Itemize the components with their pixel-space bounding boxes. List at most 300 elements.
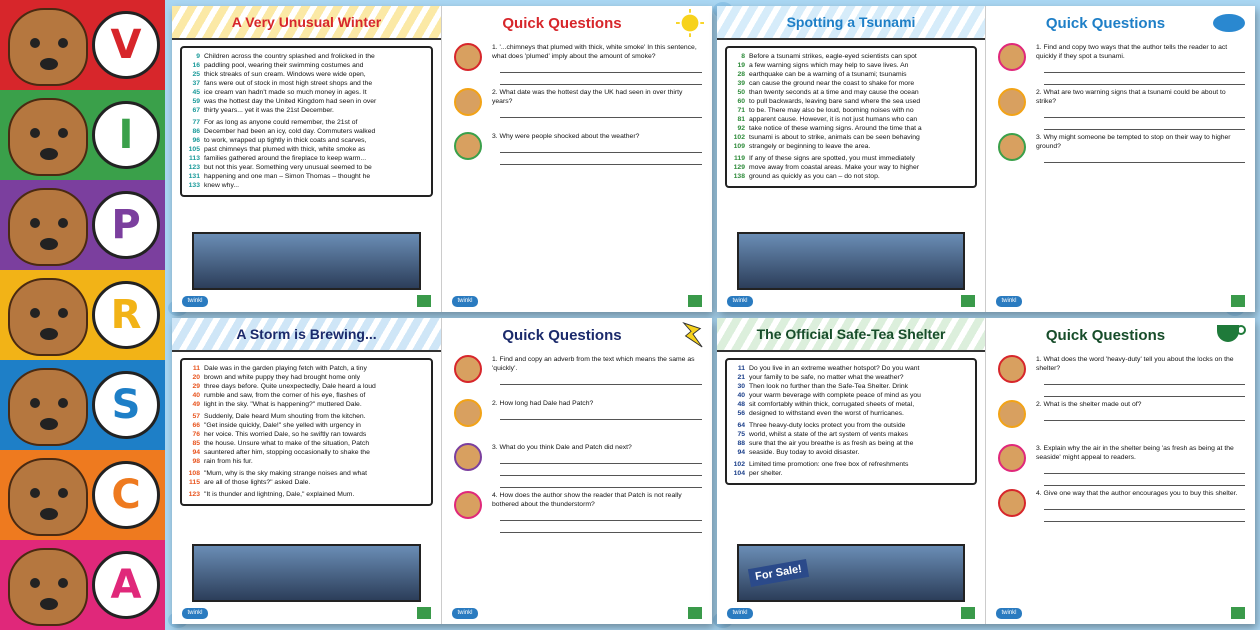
text-line bbox=[729, 382, 969, 391]
twinkl-logo: twinkl bbox=[452, 608, 478, 619]
line-text: take notice of these warning signs. Around the time that a bbox=[749, 125, 922, 132]
answer-line[interactable] bbox=[500, 408, 702, 420]
teacup-icon bbox=[1215, 321, 1247, 348]
dog-avatar bbox=[454, 399, 482, 427]
story-text-box bbox=[725, 358, 977, 485]
text-page bbox=[717, 318, 986, 624]
line-number: 30 bbox=[737, 383, 745, 390]
line-number: 109 bbox=[733, 143, 745, 150]
answer-line[interactable] bbox=[1044, 385, 1245, 397]
text-line bbox=[729, 106, 969, 115]
answer-line[interactable] bbox=[500, 73, 702, 85]
paragraph bbox=[184, 469, 425, 487]
twinkl-logo: twinkl bbox=[996, 296, 1022, 307]
line-text: Suddenly, Dale heard Mum shouting from the kitchen. bbox=[204, 413, 366, 420]
dog-avatar bbox=[998, 444, 1026, 472]
question-text: 2. What is the shelter made out of? bbox=[1036, 401, 1142, 408]
line-number: 40 bbox=[737, 392, 745, 399]
line-text: Before a tsunami strikes, eagle-eyed scientists can spot bbox=[749, 53, 917, 60]
question bbox=[986, 352, 1255, 397]
answer-line[interactable] bbox=[500, 476, 702, 488]
answer-line[interactable] bbox=[500, 464, 702, 476]
line-number: 60 bbox=[737, 98, 745, 105]
line-text: designed to withstand even the worst of hurricanes. bbox=[749, 410, 904, 417]
twinkl-logo: twinkl bbox=[727, 608, 753, 619]
text-line bbox=[729, 391, 969, 400]
text-line bbox=[184, 136, 425, 145]
worksheet-spread[interactable] bbox=[717, 6, 1255, 312]
line-text: per shelter. bbox=[749, 470, 783, 477]
text-line bbox=[729, 421, 969, 430]
question bbox=[442, 40, 712, 85]
question-text: 4. How does the author show the reader that Patch is not really bothered about the thunderstorm? bbox=[492, 492, 682, 508]
badge-icon bbox=[417, 295, 431, 307]
text-line bbox=[729, 400, 969, 409]
line-text: your warm beverage with complete peace of mind as you bbox=[749, 392, 921, 399]
line-number: 98 bbox=[192, 458, 200, 465]
line-text: families gathered around the fireplace to keep warm... bbox=[204, 155, 367, 162]
questions-page bbox=[986, 318, 1255, 624]
line-text: Dale was in the garden playing fetch with Patch, a tiny bbox=[204, 365, 367, 372]
question bbox=[442, 85, 712, 129]
text-line bbox=[184, 457, 425, 466]
line-text: ground as quickly as you can – do not stop. bbox=[749, 173, 880, 180]
story-text-box bbox=[180, 46, 433, 197]
question bbox=[986, 441, 1255, 486]
line-number: 66 bbox=[192, 422, 200, 429]
line-number: 20 bbox=[192, 374, 200, 381]
question-text: 2. What date was the hottest day the UK had seen in over thirty years? bbox=[492, 89, 683, 105]
for-sale-sign: For Sale! bbox=[748, 559, 809, 587]
line-number: 57 bbox=[192, 413, 200, 420]
line-text: her voice. This worried Dale, so he swiftly ran towards bbox=[204, 431, 367, 438]
line-number: 11 bbox=[737, 365, 745, 372]
worksheet-spread[interactable] bbox=[172, 6, 712, 312]
line-number: 59 bbox=[192, 98, 200, 105]
line-text: Limited time promotion: one free box of refreshments bbox=[749, 461, 909, 468]
line-text: the house. Unsure what to make of the situation, Patch bbox=[204, 440, 370, 447]
question-text: 3. Explain why the air in the shelter being 'as fresh as being at the seaside' might appeal to readers. bbox=[1036, 445, 1234, 461]
line-number: 123 bbox=[188, 164, 200, 171]
line-text: but not this year. Something very unusual seemed to be bbox=[204, 164, 372, 171]
question bbox=[442, 440, 712, 488]
line-number: 50 bbox=[737, 89, 745, 96]
twinkl-logo: twinkl bbox=[996, 608, 1022, 619]
line-number: 28 bbox=[737, 71, 745, 78]
answer-line[interactable] bbox=[1044, 462, 1245, 474]
cloud-icon bbox=[1211, 9, 1247, 38]
text-line bbox=[184, 118, 425, 127]
text-line bbox=[729, 88, 969, 97]
question-text: 3. Why might someone be tempted to stop on their way to higher ground? bbox=[1036, 134, 1231, 150]
text-line bbox=[184, 127, 425, 136]
line-text: ice cream van hadn't made so much money in ages. It bbox=[204, 89, 367, 96]
line-number: 81 bbox=[737, 116, 745, 123]
question bbox=[442, 352, 712, 396]
question bbox=[442, 396, 712, 440]
line-text: was the hottest day the United Kingdom had seen in over bbox=[204, 98, 377, 105]
line-text: three days before. Quite unexpectedly, Dale heard a loud bbox=[204, 383, 376, 390]
vipers-letter: A bbox=[92, 551, 160, 619]
story-text-box bbox=[725, 46, 977, 188]
line-number: 94 bbox=[192, 449, 200, 456]
question bbox=[986, 85, 1255, 130]
text-line bbox=[184, 448, 425, 457]
line-text: tsunami is about to strike, animals can be seen behaving bbox=[749, 134, 920, 141]
line-text: knew why... bbox=[204, 182, 240, 189]
question-text: 1. Find and copy an adverb from the text which means the same as 'quickly'. bbox=[492, 356, 695, 372]
text-line bbox=[729, 172, 969, 181]
line-text: rain from his fur. bbox=[204, 458, 253, 465]
question bbox=[986, 130, 1255, 174]
line-text: a few warning signs which may help to save lives. An bbox=[749, 62, 909, 69]
worksheet-title: A Storm is Brewing... bbox=[172, 318, 441, 352]
line-number: 71 bbox=[737, 107, 745, 114]
line-text: earthquake can be a warning of a tsunami; tsunamis bbox=[749, 71, 907, 78]
line-number: 131 bbox=[188, 173, 200, 180]
question-text: 4. Give one way that the author encourages you to buy this shelter. bbox=[1036, 490, 1238, 497]
dog-avatar bbox=[998, 489, 1026, 517]
dog-avatar bbox=[998, 43, 1026, 71]
worksheet-title: The Official Safe-Tea Shelter bbox=[717, 318, 985, 352]
answer-line[interactable] bbox=[500, 141, 702, 153]
questions-page bbox=[986, 6, 1255, 312]
illustration bbox=[192, 544, 421, 602]
line-number: 88 bbox=[737, 440, 745, 447]
answer-line[interactable] bbox=[1044, 106, 1245, 118]
question-text: 3. Why were people shocked about the weather? bbox=[492, 133, 640, 140]
quick-questions-heading: Quick Questions bbox=[1045, 14, 1166, 32]
dog-illustration bbox=[8, 98, 88, 176]
dog-illustration bbox=[8, 458, 88, 536]
story-text-box bbox=[180, 358, 433, 506]
line-number: 67 bbox=[192, 107, 200, 114]
answer-line[interactable] bbox=[500, 509, 702, 521]
answer-line[interactable] bbox=[500, 153, 702, 165]
text-line bbox=[184, 163, 425, 172]
text-line bbox=[184, 172, 425, 181]
line-text: to work, wrapped up tightly in thick coats and scarves, bbox=[204, 137, 367, 144]
text-line bbox=[184, 490, 425, 499]
text-line bbox=[729, 70, 969, 79]
vipers-strip bbox=[0, 0, 165, 630]
dog-avatar bbox=[454, 43, 482, 71]
line-number: 86 bbox=[192, 128, 200, 135]
dog-avatar bbox=[998, 133, 1026, 161]
line-number: 96 bbox=[192, 137, 200, 144]
text-line bbox=[184, 439, 425, 448]
question bbox=[442, 488, 712, 533]
line-text: sure that the air you breathe is as fresh as being at the bbox=[749, 440, 914, 447]
line-number: 119 bbox=[734, 155, 745, 162]
text-line bbox=[184, 364, 425, 373]
text-line bbox=[184, 70, 425, 79]
line-number: 64 bbox=[737, 422, 745, 429]
text-line bbox=[184, 469, 425, 478]
question bbox=[986, 397, 1255, 441]
line-text: brown and white puppy they had brought home only bbox=[204, 374, 361, 381]
dog-avatar bbox=[998, 88, 1026, 116]
line-number: 115 bbox=[189, 479, 200, 486]
quick-questions-heading: Quick Questions bbox=[1045, 326, 1166, 344]
text-line bbox=[729, 154, 969, 163]
answer-line[interactable] bbox=[1044, 61, 1245, 73]
line-text: rumble and saw, from the corner of his eye, flashes of bbox=[204, 392, 366, 399]
dog-illustration bbox=[8, 548, 88, 626]
line-number: 45 bbox=[192, 89, 200, 96]
vipers-letter: C bbox=[92, 461, 160, 529]
text-line bbox=[729, 133, 969, 142]
answer-line[interactable] bbox=[500, 452, 702, 464]
text-line bbox=[184, 106, 425, 115]
line-text: light in the sky. "What is happening?" muttered Dale. bbox=[204, 401, 362, 408]
text-line bbox=[184, 145, 425, 154]
line-text: If any of these signs are spotted, you must immediately bbox=[749, 155, 915, 162]
answer-line[interactable] bbox=[1044, 118, 1245, 130]
dog-avatar bbox=[454, 443, 482, 471]
dog-avatar bbox=[454, 355, 482, 383]
line-text: to pull backwards, leaving bare sand where the sea used bbox=[749, 98, 921, 105]
text-line bbox=[184, 79, 425, 88]
line-number: 75 bbox=[737, 431, 745, 438]
answer-line[interactable] bbox=[500, 521, 702, 533]
dog-avatar bbox=[998, 355, 1026, 383]
line-text: your family to be safe, no matter what the weather? bbox=[749, 374, 904, 381]
text-line bbox=[729, 163, 969, 172]
line-number: 48 bbox=[737, 401, 745, 408]
worksheet-spread[interactable] bbox=[717, 318, 1255, 624]
answer-line[interactable] bbox=[1044, 373, 1245, 385]
question-text: 1. What does the word 'heavy-duty' tell you about the locks on the shelter? bbox=[1036, 356, 1234, 372]
twinkl-logo: twinkl bbox=[452, 296, 478, 307]
questions-page bbox=[442, 318, 712, 624]
text-line bbox=[729, 460, 969, 469]
question bbox=[986, 40, 1255, 85]
line-text: thick streaks of sun cream. Windows were wide open, bbox=[204, 71, 366, 78]
line-number: 11 bbox=[192, 365, 200, 372]
line-number: 133 bbox=[188, 182, 200, 189]
quick-questions-heading: Quick Questions bbox=[502, 326, 622, 344]
line-text: fans were out of stock in most high street shops and the bbox=[204, 80, 373, 87]
twinkl-logo: twinkl bbox=[727, 296, 753, 307]
line-number: 37 bbox=[192, 80, 200, 87]
line-number: 129 bbox=[733, 164, 745, 171]
line-text: Children across the country splashed and frolicked in the bbox=[204, 53, 375, 60]
question bbox=[442, 129, 712, 173]
text-line bbox=[729, 142, 969, 151]
vipers-letter: S bbox=[92, 371, 160, 439]
line-number: 77 bbox=[192, 119, 200, 126]
text-line bbox=[184, 61, 425, 70]
text-line bbox=[729, 439, 969, 448]
line-number: 108 bbox=[188, 470, 200, 477]
text-line bbox=[729, 373, 969, 382]
questions-page bbox=[442, 6, 712, 312]
line-text: happening and one man – Simon Thomas – thought he bbox=[204, 173, 371, 180]
line-text: thirty years... yet it was the 21st December. bbox=[204, 107, 334, 114]
line-number: 8 bbox=[741, 53, 745, 60]
text-line bbox=[184, 400, 425, 409]
line-number: 138 bbox=[733, 173, 745, 180]
sun-icon bbox=[676, 9, 704, 42]
line-number: 85 bbox=[192, 440, 200, 447]
line-number: 113 bbox=[189, 155, 200, 162]
badge-icon bbox=[688, 295, 702, 307]
text-line bbox=[729, 61, 969, 70]
vipers-letter: V bbox=[92, 11, 160, 79]
text-page bbox=[172, 318, 442, 624]
text-page bbox=[717, 6, 986, 312]
text-line bbox=[729, 97, 969, 106]
line-number: 56 bbox=[737, 410, 745, 417]
line-text: "Mum, why is the sky making strange noises and what bbox=[204, 470, 367, 477]
line-text: "It is thunder and lightning, Dale," explained Mum. bbox=[204, 491, 355, 498]
dog-illustration bbox=[8, 278, 88, 356]
quick-questions-heading: Quick Questions bbox=[502, 14, 622, 32]
dog-avatar bbox=[454, 491, 482, 519]
badge-icon bbox=[1231, 607, 1245, 619]
text-line bbox=[729, 430, 969, 439]
paragraph bbox=[729, 52, 969, 151]
text-line bbox=[184, 391, 425, 400]
question bbox=[986, 486, 1255, 530]
line-text: can cause the ground near the coast to shake for more bbox=[749, 80, 915, 87]
line-text: For as long as anyone could remember, the 21st of bbox=[204, 119, 358, 126]
line-number: 102 bbox=[733, 461, 745, 468]
badge-icon bbox=[961, 295, 975, 307]
text-line bbox=[184, 478, 425, 487]
badge-icon bbox=[961, 607, 975, 619]
paragraph bbox=[184, 118, 425, 190]
badge-icon bbox=[688, 607, 702, 619]
twinkl-logo: twinkl bbox=[182, 608, 208, 619]
text-line bbox=[729, 469, 969, 478]
answer-line[interactable] bbox=[1044, 498, 1245, 510]
text-line bbox=[184, 430, 425, 439]
answer-line[interactable] bbox=[500, 61, 702, 73]
line-number: 25 bbox=[192, 71, 200, 78]
illustration bbox=[192, 232, 421, 290]
line-number: 29 bbox=[192, 383, 200, 390]
text-line bbox=[184, 181, 425, 190]
vipers-letter: P bbox=[92, 191, 160, 259]
text-line bbox=[184, 421, 425, 430]
text-line bbox=[184, 154, 425, 163]
text-page bbox=[172, 6, 442, 312]
lightning-icon bbox=[680, 321, 704, 354]
line-text: sauntered after him, stopping occasionally to shake the bbox=[204, 449, 370, 456]
line-text: world, whilst a state of the art system of vents makes bbox=[749, 431, 909, 438]
line-text: than twenty seconds at a time and may cause the ocean bbox=[749, 89, 919, 96]
answer-line[interactable] bbox=[1044, 73, 1245, 85]
answer-line[interactable] bbox=[500, 373, 702, 385]
illustration bbox=[737, 232, 965, 290]
vipers-letter: R bbox=[92, 281, 160, 349]
paragraph bbox=[729, 154, 969, 181]
badge-icon bbox=[1231, 295, 1245, 307]
worksheet-title: A Very Unusual Winter bbox=[172, 6, 441, 40]
answer-line[interactable] bbox=[1044, 409, 1245, 421]
worksheet-spread[interactable] bbox=[172, 318, 712, 624]
line-text: move away from coastal areas. Make your way to higher bbox=[749, 164, 919, 171]
line-number: 21 bbox=[737, 374, 745, 381]
text-line bbox=[184, 412, 425, 421]
vipers-letter: I bbox=[92, 101, 160, 169]
line-text: are all of those lights?" asked Dale. bbox=[204, 479, 311, 486]
line-number: 49 bbox=[192, 401, 200, 408]
line-number: 39 bbox=[737, 80, 745, 87]
question-text: 2. What are two warning signs that a tsunami could be about to strike? bbox=[1036, 89, 1226, 105]
line-text: Do you live in an extreme weather hotspot? Do you want bbox=[749, 365, 920, 372]
line-text: seaside. Buy today to avoid disaster. bbox=[749, 449, 860, 456]
line-text: Then look no further than the Safe-Tea Shelter. Drink bbox=[749, 383, 909, 390]
line-number: 94 bbox=[737, 449, 745, 456]
line-number: 9 bbox=[196, 53, 200, 60]
line-text: strangely or beginning to leave the area. bbox=[749, 143, 871, 150]
line-number: 92 bbox=[737, 125, 745, 132]
question-text: 1. '...chimneys that plumed with thick, white smoke' In this sentence, what does 'plumed' imply about the amount of smoke? bbox=[492, 44, 697, 60]
line-text: paddling pool, wearing their swimming costumes and bbox=[204, 62, 364, 69]
text-line bbox=[729, 79, 969, 88]
illustration bbox=[737, 544, 965, 602]
dog-avatar bbox=[454, 88, 482, 116]
question-text: 1. Find and copy two ways that the author tells the reader to act quickly if they spot a tsunami. bbox=[1036, 44, 1228, 60]
text-line bbox=[184, 97, 425, 106]
line-number: 104 bbox=[733, 470, 745, 477]
text-line bbox=[729, 124, 969, 133]
line-number: 123 bbox=[188, 491, 200, 498]
worksheet-title: Spotting a Tsunami bbox=[717, 6, 985, 40]
answer-line[interactable] bbox=[1044, 474, 1245, 486]
question-text: 3. What do you think Dale and Patch did next? bbox=[492, 444, 632, 451]
text-line bbox=[729, 115, 969, 124]
paragraph bbox=[184, 364, 425, 409]
line-number: 105 bbox=[188, 146, 200, 153]
text-line bbox=[729, 52, 969, 61]
question-text: 2. How long had Dale had Patch? bbox=[492, 400, 594, 407]
twinkl-logo: twinkl bbox=[182, 296, 208, 307]
line-text: Three heavy-duty locks protect you from the outside bbox=[749, 422, 906, 429]
paragraph bbox=[184, 412, 425, 466]
answer-line[interactable] bbox=[1044, 510, 1245, 522]
line-number: 76 bbox=[192, 431, 200, 438]
line-text: to be. There may also be loud, booming noises with no bbox=[749, 107, 914, 114]
paragraph bbox=[729, 364, 969, 418]
dog-avatar bbox=[998, 400, 1026, 428]
text-line bbox=[729, 448, 969, 457]
text-line bbox=[184, 382, 425, 391]
line-number: 16 bbox=[192, 62, 200, 69]
text-line bbox=[184, 373, 425, 382]
answer-line[interactable] bbox=[500, 106, 702, 118]
line-text: apparent cause. However, it is not just humans who can bbox=[749, 116, 918, 123]
text-line bbox=[729, 409, 969, 418]
dog-illustration bbox=[8, 368, 88, 446]
paragraph bbox=[729, 460, 969, 478]
answer-line[interactable] bbox=[1044, 151, 1245, 163]
line-text: "Get inside quickly, Dale!" she yelled with urgency in bbox=[204, 422, 361, 429]
paragraph bbox=[184, 490, 425, 499]
paragraph bbox=[729, 421, 969, 457]
badge-icon bbox=[417, 607, 431, 619]
line-number: 40 bbox=[192, 392, 200, 399]
line-number: 102 bbox=[733, 134, 745, 141]
text-line bbox=[184, 52, 425, 61]
line-text: December had been an icy, cold day. Commuters walked bbox=[204, 128, 376, 135]
line-number: 19 bbox=[737, 62, 745, 69]
dog-illustration bbox=[8, 8, 88, 86]
line-text: past chimneys that plumed with thick, white smoke as bbox=[204, 146, 366, 153]
